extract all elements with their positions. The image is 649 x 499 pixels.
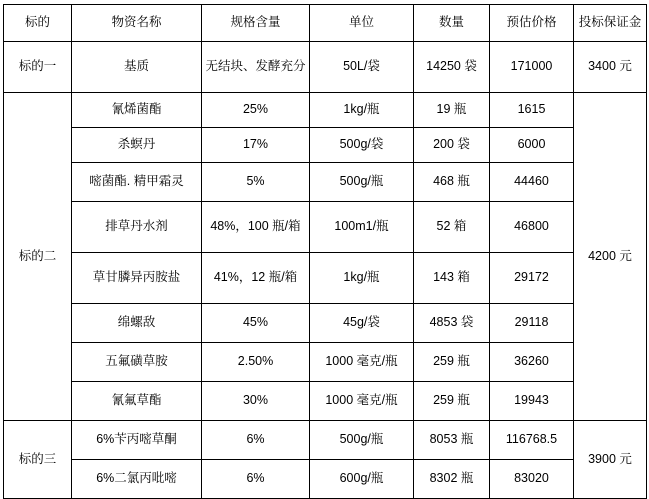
- material-spec: 5%: [202, 163, 310, 202]
- material-spec: 41%，12 瓶/箱: [202, 253, 310, 304]
- material-price: 83020: [490, 460, 574, 499]
- lot-label-1: 标的一: [4, 42, 72, 93]
- material-unit: 500g/瓶: [310, 163, 414, 202]
- material-spec: 6%: [202, 460, 310, 499]
- material-name: 排草丹水剂: [72, 202, 202, 253]
- header-bid-deposit: 投标保证金: [574, 5, 647, 42]
- material-name: 绵螺敌: [72, 304, 202, 343]
- material-spec: 25%: [202, 93, 310, 128]
- material-price: 171000: [490, 42, 574, 93]
- material-name: 杀螟丹: [72, 128, 202, 163]
- material-unit: 500g/瓶: [310, 421, 414, 460]
- material-spec: 无结块、发酵充分: [202, 42, 310, 93]
- table-row: [4, 460, 647, 499]
- material-quantity: 143 箱: [414, 253, 490, 304]
- lot-deposit-3: 3900 元: [574, 421, 647, 499]
- material-unit: 100m1/瓶: [310, 202, 414, 253]
- material-spec: 45%: [202, 304, 310, 343]
- table-row: [4, 128, 647, 163]
- material-unit: 1000 毫克/瓶: [310, 382, 414, 421]
- lot-deposit-1: 3400 元: [574, 42, 647, 93]
- material-price: 46800: [490, 202, 574, 253]
- material-unit: 600g/瓶: [310, 460, 414, 499]
- header-lot: 标的: [4, 5, 72, 42]
- material-quantity: 19 瓶: [414, 93, 490, 128]
- header-unit: 单位: [310, 5, 414, 42]
- material-quantity: 8302 瓶: [414, 460, 490, 499]
- header-estimated-price: 预估价格: [490, 5, 574, 42]
- material-price: 19943: [490, 382, 574, 421]
- material-unit: 1000 毫克/瓶: [310, 343, 414, 382]
- material-unit: 1kg/瓶: [310, 93, 414, 128]
- material-unit: 1kg/瓶: [310, 253, 414, 304]
- table-row: [4, 421, 647, 460]
- bid-items-table: [3, 4, 647, 499]
- lot-label-2: 标的二: [4, 93, 72, 421]
- material-price: 29118: [490, 304, 574, 343]
- material-quantity: 259 瓶: [414, 343, 490, 382]
- material-price: 36260: [490, 343, 574, 382]
- header-material-name: 物资名称: [72, 5, 202, 42]
- material-price: 116768.5: [490, 421, 574, 460]
- material-name: 基质: [72, 42, 202, 93]
- material-name: 五氟磺草胺: [72, 343, 202, 382]
- material-spec: 6%: [202, 421, 310, 460]
- table-row: [4, 42, 647, 93]
- material-spec: 30%: [202, 382, 310, 421]
- material-quantity: 4853 袋: [414, 304, 490, 343]
- header-quantity: 数量: [414, 5, 490, 42]
- table-row: [4, 343, 647, 382]
- table-header-row: [4, 5, 647, 42]
- material-spec: 48%，100 瓶/箱: [202, 202, 310, 253]
- material-name: 6%苄丙嘧草酮: [72, 421, 202, 460]
- table-row: [4, 202, 647, 253]
- material-price: 6000: [490, 128, 574, 163]
- material-name: 草甘膦异丙胺盐: [72, 253, 202, 304]
- table-row: [4, 253, 647, 304]
- material-price: 1615: [490, 93, 574, 128]
- material-quantity: 200 袋: [414, 128, 490, 163]
- material-quantity: 52 箱: [414, 202, 490, 253]
- material-spec: 17%: [202, 128, 310, 163]
- material-quantity: 259 瓶: [414, 382, 490, 421]
- material-price: 29172: [490, 253, 574, 304]
- lot-label-3: 标的三: [4, 421, 72, 499]
- table-row: [4, 304, 647, 343]
- material-unit: 500g/袋: [310, 128, 414, 163]
- material-quantity: 8053 瓶: [414, 421, 490, 460]
- lot-deposit-2: 4200 元: [574, 93, 647, 421]
- table-row: [4, 382, 647, 421]
- material-unit: 50L/袋: [310, 42, 414, 93]
- table-row: [4, 163, 647, 202]
- material-name: 嘧菌酯. 精甲霜灵: [72, 163, 202, 202]
- material-name: 6%二氯丙吡嘧: [72, 460, 202, 499]
- material-spec: 2.50%: [202, 343, 310, 382]
- material-quantity: 468 瓶: [414, 163, 490, 202]
- material-unit: 45g/袋: [310, 304, 414, 343]
- table-row: [4, 93, 647, 128]
- material-quantity: 14250 袋: [414, 42, 490, 93]
- material-name: 氰烯菌酯: [72, 93, 202, 128]
- material-name: 氰氟草酯: [72, 382, 202, 421]
- header-spec: 规格含量: [202, 5, 310, 42]
- material-price: 44460: [490, 163, 574, 202]
